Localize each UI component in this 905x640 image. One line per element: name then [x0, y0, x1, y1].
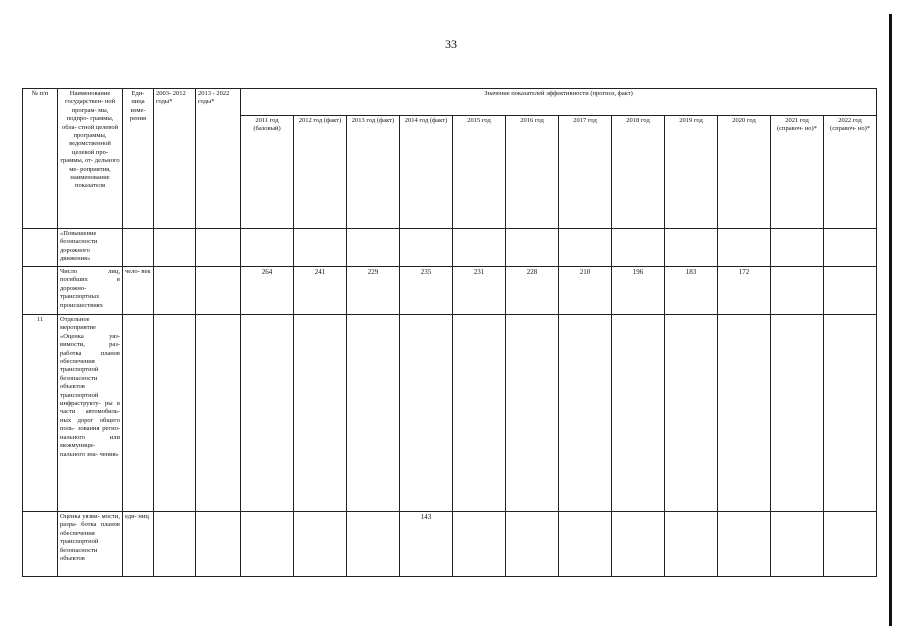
efficiency-indicators-table — [22, 88, 877, 577]
row-value — [718, 512, 771, 577]
header-year: 2012 год (факт) — [294, 116, 347, 229]
row-period-value — [154, 315, 196, 512]
row-unit: еди- ниц — [123, 512, 154, 577]
row-value — [612, 229, 665, 267]
row-value: 235 — [400, 267, 453, 315]
row-value — [347, 512, 400, 577]
row-value — [400, 315, 453, 512]
row-unit: чело- век — [123, 267, 154, 315]
row-period-value — [154, 512, 196, 577]
row-value — [665, 229, 718, 267]
table-row — [23, 229, 877, 267]
row-value — [506, 512, 559, 577]
header-period-2013-2022: 2013 - 2022 годы* — [196, 89, 241, 229]
row-number — [23, 229, 58, 267]
page-number: 33 — [445, 37, 457, 51]
header-name: Наименование государствен- ной програм- мы, подпро- граммы, обла- стной целевой программы, ведомственной целевой про- граммы, от- дельного ме- роприятия, наименование показателя — [58, 89, 123, 229]
row-value — [824, 315, 877, 512]
header-row-top — [23, 89, 877, 116]
row-value — [771, 267, 824, 315]
row-value — [612, 512, 665, 577]
row-value — [400, 229, 453, 267]
header-year: 2021 год (справоч- но)* — [771, 116, 824, 229]
header-year: 2013 год (факт) — [347, 116, 400, 229]
row-value — [347, 315, 400, 512]
row-value: 241 — [294, 267, 347, 315]
row-number: 11 — [23, 315, 58, 512]
row-name: Отдельное мероприятие «Оценка уяз- вимости, раз- работка планов обеспечения транспортной безопасности объектов транспортной инфраструкту- ры в части автомобиль- ных дорог общего поль- зования регио- нального или межмуници- пального зна- чения» — [58, 315, 123, 512]
row-value — [294, 229, 347, 267]
row-value — [612, 315, 665, 512]
row-value — [559, 229, 612, 267]
header-year: 2020 год — [718, 116, 771, 229]
row-value — [453, 512, 506, 577]
row-period-value — [196, 512, 241, 577]
row-value: 231 — [453, 267, 506, 315]
row-period-value — [196, 315, 241, 512]
header-values-group: Значение показателей эффективности (прогноз, факт) — [241, 89, 877, 116]
row-value — [506, 315, 559, 512]
row-value — [559, 315, 612, 512]
row-value: 229 — [347, 267, 400, 315]
row-value — [665, 512, 718, 577]
row-period-value — [196, 229, 241, 267]
row-value — [665, 315, 718, 512]
row-value — [824, 267, 877, 315]
row-value: 172 — [718, 267, 771, 315]
row-value — [453, 315, 506, 512]
header-year: 2014 год (факт) — [400, 116, 453, 229]
row-value — [771, 512, 824, 577]
row-value — [347, 229, 400, 267]
row-value — [294, 315, 347, 512]
header-period-2003-2012: 2003- 2012 годы* — [154, 89, 196, 229]
row-value: 210 — [559, 267, 612, 315]
header-year: 2019 год — [665, 116, 718, 229]
row-value — [718, 315, 771, 512]
row-value — [241, 512, 294, 577]
header-unit: Еди- ница изме- рения — [123, 89, 154, 229]
row-value — [824, 512, 877, 577]
row-value — [294, 512, 347, 577]
row-name: «Повышение безопасности дорожного движения» — [58, 229, 123, 267]
header-year: 2015 год — [453, 116, 506, 229]
table-row — [23, 315, 877, 512]
row-period-value — [154, 229, 196, 267]
page-edge-rule — [889, 14, 892, 626]
row-number — [23, 512, 58, 577]
header-number: № п/п — [23, 89, 58, 229]
header-year: 2011 год (базовый) — [241, 116, 294, 229]
header-year: 2018 год — [612, 116, 665, 229]
row-value: 228 — [506, 267, 559, 315]
row-unit — [123, 315, 154, 512]
row-name: Оценка уязви- мости, разра- ботка планов обеспечения транспортной безопасности объектов — [58, 512, 123, 577]
row-value: 183 — [665, 267, 718, 315]
row-value — [241, 229, 294, 267]
row-period-value — [154, 267, 196, 315]
table-row — [23, 512, 877, 577]
row-number — [23, 267, 58, 315]
row-value: 143 — [400, 512, 453, 577]
row-value — [771, 315, 824, 512]
row-unit — [123, 229, 154, 267]
row-value: 196 — [612, 267, 665, 315]
row-value — [718, 229, 771, 267]
header-year: 2016 год — [506, 116, 559, 229]
row-value: 264 — [241, 267, 294, 315]
row-value — [506, 229, 559, 267]
row-value — [241, 315, 294, 512]
header-year: 2022 год (справоч- но)* — [824, 116, 877, 229]
row-value — [453, 229, 506, 267]
row-value — [824, 229, 877, 267]
row-value — [771, 229, 824, 267]
header-year: 2017 год — [559, 116, 612, 229]
row-name: Число лиц, погибших в дорожно- транспортных происшествиях — [58, 267, 123, 315]
row-period-value — [196, 267, 241, 315]
row-value — [559, 512, 612, 577]
table-row — [23, 267, 877, 315]
